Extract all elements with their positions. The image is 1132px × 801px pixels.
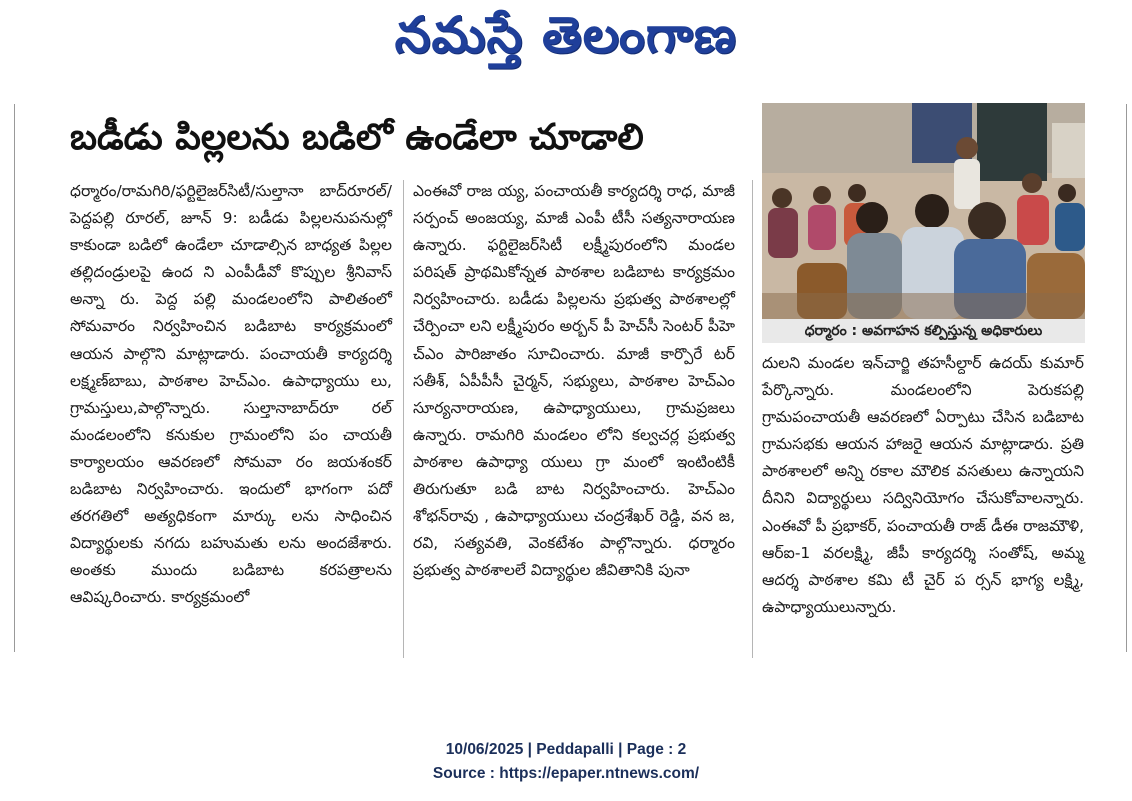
article-column-3 [762, 350, 1084, 621]
article-paragraph: ధర్మారం/రామగిరి/ఫర్టిలైజర్‌సిటీ/సుల్తానా బాద్‌రూరల్/ పెద్దపల్లి రూరల్, జూన్ 9: బడీడు పిల్లలనుపనుల్లో కాకుండా బడిలో ఉండేలా చూడాల్సిన బాధ్యత పిల్లల తల్లిదండ్రులపై ఉంద ని ఎంపీడీవో కొప్పుల శ్రీనివాస్ అన్నా రు. పెద్ద పల్లి మండలంలోని పాలితంలో సోమవారం నిర్వహించిన బడిబాట కార్యక్రమంలో ఆయన పాల్గొని మాట్లాడారు. పంచాయతీ కార్యదర్శి లక్ష్మణ్‌బాబు, పాఠశాల హెచ్ఎం. ఉపాధ్యాయు లు, గ్రామస్తులు,పాల్గొన్నారు. సుల్తానాబాద్‌రూ రల్ మండలంలోని కనుకుల గ్రామంలోని పం చాయతీ కార్యాలయం ఆవరణలో సోమవా రం జయశంకర్ బడిబాట నిర్వహించారు. ఇందులో భాగంగా పదో తరగతిలో అత్యధికంగా మార్కు లను సాధించిన విద్యార్థులకు నగదు బహుమతు లను అందజేశారు. అంతకు ముందు బడిబాట కరపత్రాలను ఆవిష్కరించారు. కార్యక్రమంలో [70, 182, 392, 607]
photo-caption: ధర్మారం : అవగాహన కల్పిస్తున్న అధికారులు [762, 319, 1085, 343]
right-border-rule [1126, 104, 1127, 652]
left-border-rule [14, 104, 15, 652]
article-paragraph: దులని మండల ఇన్‌చార్జి తహసీల్దార్ ఉదయ్ కుమార్ పేర్కొన్నారు. మండలంలోని పెరుకపల్లి గ్రామపంచాయతీ ఆవరణలో ఏర్పాటు చేసిన బడిబాట గ్రామసభకు ఆయన హాజరై ఆయన మాట్లాడారు. ప్రతి పాఠశాలలో అన్ని రకాల మౌలిక వసతులు ఉన్నాయని దీనిని విద్యార్థులు సద్వినియోగం చేసుకోవాలన్నారు. ఎంఈవో పీ ప్రభాకర్, పంచాయతీ రాజ్ డీఈ రాజమౌళి, ఆర్ఐ-1 వరలక్ష్మి, జీపీ కార్యదర్శి సంతోష్, అమ్మ ఆదర్శ పాఠశాల కమి టీ చైర్ ప ర్సన్ భాగ్య లక్ష్మి, ఉపాధ్యాయులున్నారు. [762, 354, 1084, 616]
masthead [0, 0, 1132, 82]
article-headline: బడీడు పిల్లలను బడిలో ఉండేలా చూడాలి [70, 117, 644, 158]
article-photo [762, 103, 1085, 319]
footer-source: Source : https://epaper.ntnews.com/ [432, 765, 700, 782]
footer-date-edition: 10/06/2025 | Peddapalli | Page : 2 [445, 741, 687, 758]
column-divider [752, 180, 753, 658]
column-divider [403, 180, 404, 658]
article-column-1 [70, 178, 392, 612]
masthead-title: నమస్తే తెలంగాణ [394, 5, 738, 64]
article-paragraph: ఎంఈవో రాజ య్య, పంచాయతీ కార్యదర్శి రాధ, మాజీ సర్పంచ్ అంజయ్య, మాజీ ఎంపీ టీసీ సత్యనారాయణ ఉన్నారు. ఫర్టిలైజర్‌సిటీ లక్ష్మీపురంలోని మండల పరిషత్ ప్రాథమికోన్నత పాఠశాల బడిబాట కార్యక్రమం నిర్వహించారు. బడీడు పిల్లలను ప్రభుత్వ పాఠశాలల్లో చేర్పించా లని లక్ష్మీపురం అర్బన్ పీ హెచ్‌సీ సెంటర్ పీహె చ్ఎం పారిజాతం సూచించారు. మాజీ కార్పొరే టర్ సతీశ్, ఏపీపీసీ చైర్మన్, సభ్యులు, పాఠశాల హెచ్ఎం సూర్యనారాయణ, ఉపాధ్యాయులు, గ్రామప్రజలు ఉన్నారు. రామగిరి మండలం లోని కల్వచర్ల ప్రభుత్వ పాఠశాల ఉపాధ్యా యులు గ్రా మంలో ఇంటింటికీ తిరుగుతూ బడి బాట నిర్వహించారు. హెచ్ఎం శోభన్‌రావు , ఉపాధ్యాయులు చంద్రశేఖర్ రెడ్డి, వన జ, రవి, సత్యవతి, వెంకటేశం పాల్గొన్నారు. ధర్మారం ప్రభుత్వ పాఠశాలలే విద్యార్థుల జీవితానికి పునా [413, 182, 735, 580]
article-column-2 [413, 178, 735, 584]
page-footer [0, 738, 1132, 786]
